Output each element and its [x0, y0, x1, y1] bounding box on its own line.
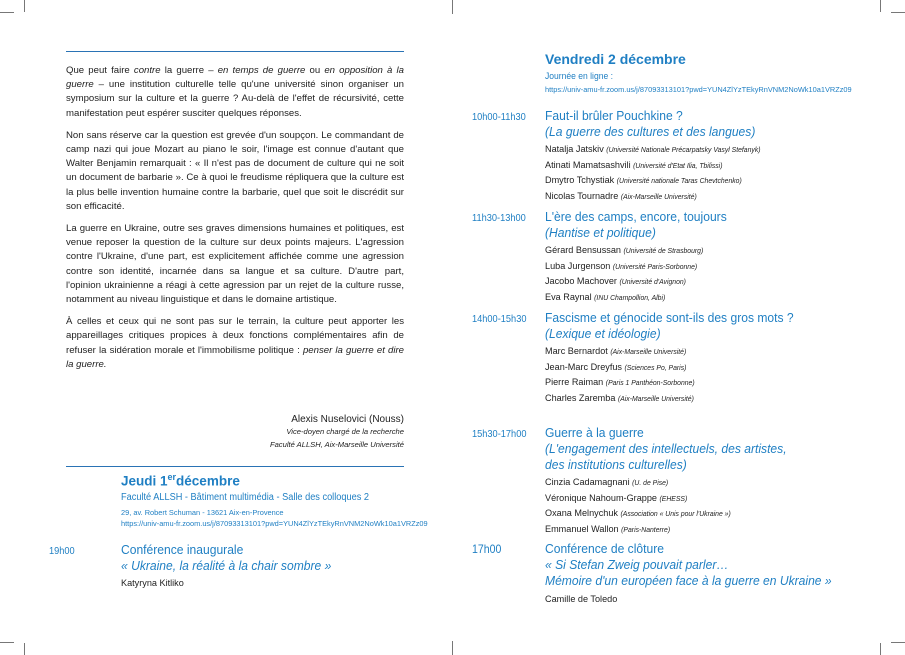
session-time: 11h30-13h00 — [472, 212, 526, 224]
speaker-name: Véronique Nahoum-Grappe — [545, 492, 657, 504]
session-subtitle: (Lexique et idéologie) — [545, 326, 661, 341]
crop-mark — [880, 643, 881, 655]
speaker-name: Cinzia Cadamagnani — [545, 477, 630, 488]
speaker-affiliation: (Université de Strasbourg) — [623, 246, 704, 255]
speaker-name: Marc Bernardot — [545, 346, 608, 357]
speaker — [545, 360, 695, 376]
session-subtitle: (L'engagement des intellectuels, des artistes, — [545, 441, 787, 456]
speaker-list — [121, 576, 187, 592]
crop-mark — [0, 642, 14, 643]
speaker-affiliation: (Université Nationale Précarpatsky Vasyl Stefanyk) — [606, 145, 761, 154]
session-title: Conférence de clôture — [545, 541, 664, 556]
speaker-name: Katyryna Kitliko — [121, 578, 184, 589]
speaker-affiliation: (Association « Unis pour l'Ukraine ») — [620, 509, 731, 519]
speaker-affiliation: (Sciences Po, Paris) — [624, 362, 687, 372]
signature — [200, 413, 404, 451]
speaker-name: Luba Jurgenson — [545, 260, 611, 272]
speaker-list — [545, 243, 712, 305]
signature-role: Vice-doyen chargé de la recherche — [286, 427, 404, 436]
speaker — [545, 173, 761, 189]
session-time: 15h30-17h00 — [472, 428, 527, 440]
speaker-name: Dmytro Tchystiak — [545, 175, 615, 187]
session-title: L'ère des camps, encore, toujours — [545, 209, 727, 224]
intro-paragraph: La guerre en Ukraine, outre ses graves dimensions humaines et politiques, est venue reposer la question de la culture sur deux points majeurs. L'agression contre l'Ukraine, d'une part, est explicitement affichée comme une agression contre son identité, incarnée dans sa langue et sa culture. D'autre part, l'opinion ukrainienne a réagi à cette agression par un rejet de la culture russe, notamment au niveau linguistique et dans le domaine artistique. — [66, 223, 404, 306]
speaker-name: Camille de Toledo — [545, 594, 618, 605]
session-time: 17h00 — [472, 542, 502, 556]
speaker-affiliation: (Paris-Nanterre) — [621, 524, 671, 534]
speaker-name: Nicolas Tournadre — [545, 190, 619, 202]
crop-mark — [891, 12, 905, 13]
speaker — [545, 522, 731, 538]
top-rule — [66, 51, 404, 52]
session-subtitle-continued: Mémoire d'un européen face à la guerre en Ukraine » — [545, 573, 832, 588]
speaker-affiliation: (Aix-Marseille Université) — [610, 347, 687, 356]
speaker — [545, 274, 703, 290]
speaker-affiliation: (Paris 1 Panthéon-Sorbonne) — [605, 378, 695, 388]
speaker — [545, 506, 731, 522]
speaker — [545, 592, 617, 608]
session-time: 19h00 — [49, 545, 75, 557]
session-subtitle: (Hantise et politique) — [545, 225, 656, 240]
speaker — [545, 259, 703, 275]
speaker — [545, 391, 695, 407]
speaker-name: Gérard Bensussan — [545, 245, 621, 256]
speaker-name: Oxana Melnychuk — [545, 508, 618, 520]
speaker — [545, 158, 761, 174]
intro-paragraph: Que peut faire contre la guerre – en temps de guerre ou en opposition à la guerre – une institution culturelle telle qu'une université sinon organiser un symposium sur la culture et la guerre ? Au-delà de l'effet de récursivité, cette manifestation peut espérer susciter quelques réponses. — [66, 65, 404, 119]
speaker — [545, 475, 731, 491]
crop-mark — [24, 0, 25, 12]
crop-mark — [891, 642, 905, 643]
session-subtitle: « Ukraine, la réalité à la chair sombre » — [121, 558, 332, 573]
intro-paragraph: Non sans réserve car la question est grevée d'un soupçon. Le commandant de camp nazi qui joue Mozart au piano le soir, l'image est connue d'autant que Walter Benjamin remarquait : « Il n'est pas de document de culture qui ne soit un document de barbarie ». Ce à quoi le freudisme répliquera que la culture est la plus belle invention humaine contre la barbarie, quel que soit le discrédit sur son efficacité. — [66, 129, 404, 212]
vendredi-zoom-link[interactable]: https://univ-amu-fr.zoom.us/j/87093313101?pwd=YUN4ZlYzTEkyRnVNM2NoWk10a1VRZz09 — [545, 85, 852, 94]
speaker-name: Jacobo Machover — [545, 276, 617, 288]
session-title: Conférence inaugurale — [121, 542, 244, 557]
session-subtitle: « Si Stefan Zweig pouvait parler… — [545, 557, 729, 572]
speaker-affiliation: (U. de Pise) — [632, 478, 669, 487]
speaker-affiliation: (Université Paris-Sorbonne) — [612, 261, 698, 271]
signature-affiliation: Faculté ALLSH, Aix-Marseille Université — [269, 439, 404, 449]
signature-name: Alexis Nuselovici (Nouss) — [291, 414, 404, 425]
crop-mark — [880, 0, 881, 12]
speaker — [545, 344, 695, 360]
speaker-name: Emmanuel Wallon — [545, 523, 619, 535]
speaker — [545, 375, 695, 391]
jeudi-address: 29, av. Robert Schuman - 13621 Aix-en-Provence — [121, 508, 284, 517]
session-title: Faut-il brûler Pouchkine ? — [545, 108, 683, 123]
vendredi-subtitle: Journée en ligne : — [545, 71, 613, 82]
speaker-name: Natalja Jatskiv — [545, 144, 604, 155]
session-title: Fascisme et génocide sont-ils des gros mots ? — [545, 310, 794, 325]
session-subtitle-continued: des institutions culturelles) — [545, 457, 687, 472]
crop-mark — [452, 0, 453, 14]
jeudi-zoom-link[interactable]: https://univ-amu-fr.zoom.us/j/87093313101?pwd=YUN4ZlYzTEkyRnVNM2NoWk10a1VRZz09 — [121, 519, 428, 528]
session-title: Guerre à la guerre — [545, 425, 644, 440]
speaker-name: Charles Zaremba — [545, 392, 616, 404]
speaker-list — [545, 475, 741, 537]
speaker — [545, 142, 761, 158]
crop-mark — [0, 12, 14, 13]
jeudi-title — [121, 472, 240, 489]
speaker-affiliation: (Aix-Marseille Université) — [617, 393, 694, 403]
speaker-name: Atinati Mamatsashvili — [545, 159, 631, 171]
speaker-affiliation: (Université d'Avignon) — [619, 277, 686, 287]
session-subtitle: (La guerre des cultures et des langues) — [545, 124, 756, 139]
speaker-affiliation: (EHESS) — [659, 493, 688, 503]
speaker — [545, 290, 703, 306]
intro-paragraph: À celles et ceux qui ne sont pas sur le terrain, la culture peut apporter les appareillages critiques propices à deux fonctions complémentaires afin de refuser la sidération morale et l'immobilisme politique : penser la guerre et dire la guerre. — [66, 316, 404, 370]
speaker — [545, 491, 731, 507]
crop-mark — [452, 641, 453, 655]
speaker-name: Eva Raynal — [545, 291, 592, 303]
speaker — [545, 243, 703, 259]
speaker-affiliation: (Université d'Etat Ilia, Tbilissi) — [633, 160, 723, 170]
speaker-affiliation: (Université nationale Taras Chevtchenko) — [616, 176, 742, 186]
session-time: 14h00-15h30 — [472, 313, 527, 325]
speaker — [545, 189, 761, 205]
jeudi-venue: Faculté ALLSH - Bâtiment multimédia - Salle des colloques 2 — [121, 492, 370, 503]
jeudi-title-sup: er — [167, 472, 177, 482]
speaker-list — [545, 344, 703, 406]
speaker-affiliation: (Aix-Marseille Université) — [620, 191, 697, 201]
jeudi-rule — [66, 466, 404, 467]
speaker-affiliation: (INU Champollion, Albi) — [594, 292, 666, 302]
intro-text — [66, 64, 404, 380]
crop-mark — [24, 643, 25, 655]
jeudi-title-rest: décembre — [176, 473, 240, 489]
jeudi-title-main: Jeudi 1 — [121, 473, 168, 489]
session-time: 10h00-11h30 — [472, 111, 526, 123]
speaker-name: Pierre Raiman — [545, 377, 604, 389]
speaker-list — [545, 592, 621, 608]
vendredi-title: Vendredi 2 décembre — [545, 51, 686, 67]
speaker-list — [545, 142, 772, 204]
speaker-name: Jean-Marc Dreyfus — [545, 361, 622, 373]
